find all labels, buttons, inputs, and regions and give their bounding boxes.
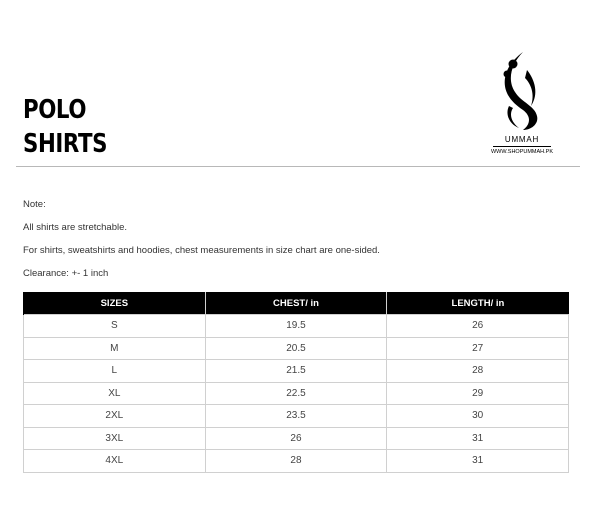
page-title xyxy=(23,93,107,161)
chest-cell: 21.5 xyxy=(205,360,387,383)
table-row xyxy=(24,360,569,383)
title-line-2: SHIRTS xyxy=(23,129,108,159)
title-line-1: POLO xyxy=(23,95,87,125)
note-label: Note: xyxy=(23,199,46,210)
header-divider xyxy=(16,166,580,167)
header-sizes: SIZES xyxy=(24,292,206,315)
table-row xyxy=(24,450,569,473)
table-row xyxy=(24,405,569,428)
chest-cell: 23.5 xyxy=(205,405,387,428)
size-cell: 4XL xyxy=(24,450,206,473)
length-cell: 29 xyxy=(387,382,569,405)
table-header-row xyxy=(24,292,569,315)
table-row xyxy=(24,315,569,338)
size-cell: S xyxy=(24,315,206,338)
length-cell: 30 xyxy=(387,405,569,428)
brand-logo xyxy=(487,50,557,160)
chest-cell: 20.5 xyxy=(205,337,387,360)
size-cell: L xyxy=(24,360,206,383)
size-cell: 2XL xyxy=(24,405,206,428)
size-cell: XL xyxy=(24,382,206,405)
note-measurements: For shirts, sweatshirts and hoodies, chest measurements in size chart are one-sided. xyxy=(23,245,380,256)
table-row xyxy=(24,382,569,405)
chest-cell: 19.5 xyxy=(205,315,387,338)
brand-underline xyxy=(493,146,551,147)
note-clearance: Clearance: +- 1 inch xyxy=(23,268,109,279)
length-cell: 26 xyxy=(387,315,569,338)
size-cell: 3XL xyxy=(24,427,206,450)
length-cell: 31 xyxy=(387,450,569,473)
table-row xyxy=(24,427,569,450)
size-chart-table xyxy=(23,292,569,473)
size-cell: M xyxy=(24,337,206,360)
header-length: LENGTH/ in xyxy=(387,292,569,315)
brand-name: UMMAH xyxy=(504,135,540,144)
length-cell: 27 xyxy=(387,337,569,360)
chest-cell: 22.5 xyxy=(205,382,387,405)
table-row xyxy=(24,337,569,360)
note-stretchable: All shirts are stretchable. xyxy=(23,222,128,233)
length-cell: 28 xyxy=(387,360,569,383)
header-chest: CHEST/ in xyxy=(205,292,387,315)
brand-url: WWW.SHOPUMMAH.PK xyxy=(490,149,554,155)
chest-cell: 28 xyxy=(205,450,387,473)
calligraphy-logo-icon xyxy=(501,50,543,134)
chest-cell: 26 xyxy=(205,427,387,450)
length-cell: 31 xyxy=(387,427,569,450)
